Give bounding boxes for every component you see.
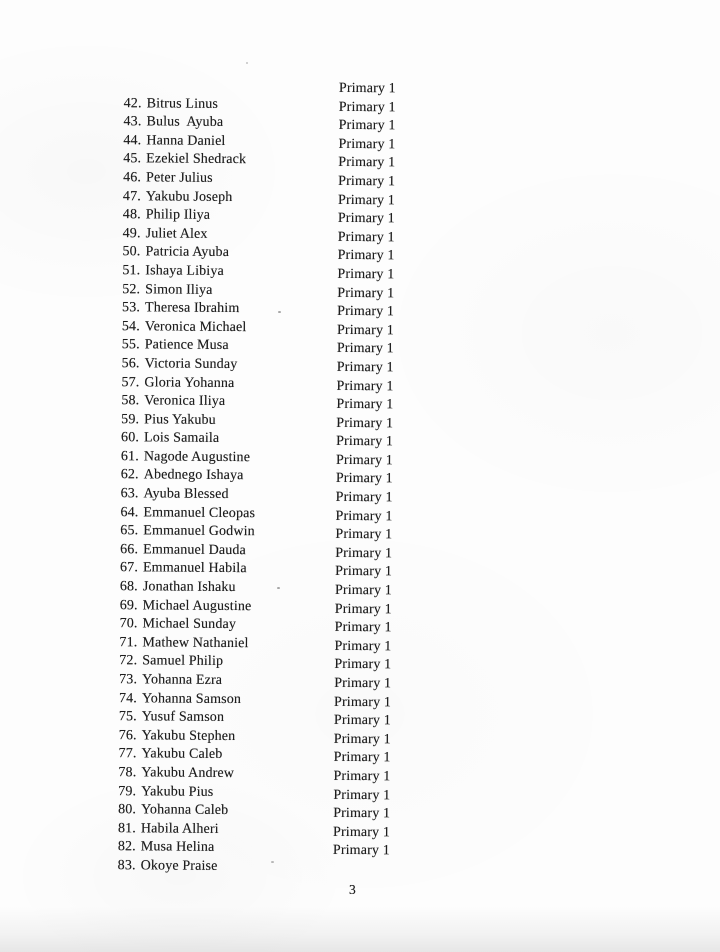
student-number: 83. [117,858,136,874]
student-name: Yusuf Samson [141,709,225,726]
student-number: 65. [120,523,139,539]
student-class: Primary 1 [335,508,393,524]
student-number: 72. [119,653,138,669]
student-class: Primary 1 [332,843,390,859]
student-class: Primary 1 [336,415,394,431]
student-name: Veronica Michael [144,319,247,335]
student-name: Juliet Alex [145,226,208,242]
student-name: Nagode Augustine [143,449,251,466]
student-number: 75. [118,709,137,725]
student-number: 71. [119,634,138,651]
student-number: 60. [121,430,140,446]
student-name: Yohanna Samson [141,690,242,707]
student-number: 61. [120,449,139,465]
student-number: 74. [118,690,138,706]
student-class: Primary 1 [338,173,396,190]
student-number: 51. [122,263,141,279]
student-name: Habila Alheri [140,821,219,837]
student-name: Emmanuel Dauda [143,542,246,558]
student-name: Gloria Yohanna [144,374,235,391]
student-name: Patience Musa [144,337,229,354]
roster-row [96,838,656,874]
student-name: Yakubu Joseph [145,188,233,205]
student-class: Primary 1 [338,155,396,171]
student-class: Primary 1 [334,638,392,655]
student-class: Primary 1 [337,266,395,283]
student-class: Primary 1 [333,787,391,803]
student-name: Michael Augustine [142,597,252,614]
student-name: Bulus Ayuba [146,114,224,131]
student-class: Primary 1 [335,489,393,506]
student-number: 76. [118,727,137,744]
student-name: Theresa Ibrahim [144,300,240,317]
student-number: 52. [122,281,141,297]
student-class: Primary 1 [338,136,396,153]
student-number: 79. [118,783,137,799]
student-class: Primary 1 [337,211,395,227]
student-name: Jonathan Ishaku [142,579,236,596]
student-number: 68. [119,579,138,595]
student-number: 50. [122,244,141,260]
student-number: 44. [123,132,142,149]
student-number: 59. [121,411,140,427]
student-name: Emmanuel Cleopas [143,504,256,521]
student-name: Lois Samaila [143,430,220,447]
student-name: Yakubu Pius [141,783,214,800]
student-number: 64. [120,504,139,520]
student-number: 56. [121,356,140,372]
student-class: Primary 1 [333,750,391,766]
student-class: Primary 1 [336,378,394,394]
student-name: Okoye Praise [140,858,218,874]
student-name: Ishaya Libiya [145,263,224,279]
student-number: 63. [120,486,139,502]
student-number: 58. [121,393,140,409]
student-number: 73. [119,672,138,688]
student-number: 62. [120,467,139,483]
student-class: Primary 1 [336,434,394,450]
student-name: Michael Sunday [142,616,237,633]
student-name: Samuel Philip [142,653,224,670]
student-number: 43. [123,114,142,130]
student-name: Pius Yakubu [144,412,216,428]
student-class: Primary 1 [335,452,394,469]
student-number: 47. [122,188,141,204]
student-class: Primary 1 [337,303,395,320]
student-class: Primary 1 [335,545,393,562]
student-number: 55. [121,337,140,353]
student-class: Primary 1 [338,99,396,115]
student-class: Primary 1 [333,824,391,841]
student-class: Primary 1 [336,322,395,339]
student-class: Primary 1 [337,192,396,208]
student-name: Hanna Daniel [146,133,226,149]
student-number: 69. [119,597,138,613]
student-class: Primary 1 [333,805,391,822]
student-number: 66. [120,542,139,558]
student-class: Primary 1 [334,582,392,599]
student-class: Primary 1 [335,471,393,487]
student-number: 77. [118,746,137,762]
student-name: Ezekiel Shedrack [146,151,247,168]
student-number: 48. [122,207,141,223]
student-name: Victoria Sunday [144,356,238,372]
student-name: Yakubu Caleb [141,746,223,763]
student-roster-list [96,76,662,874]
student-number: 49. [122,225,141,242]
student-class: Primary 1 [333,713,391,729]
student-name: Simon Iliya [145,281,213,298]
student-name: Yohanna Caleb [141,802,229,819]
student-class: Primary 1 [336,341,394,357]
student-class: Primary 1 [334,675,392,692]
scan-speck [271,861,274,863]
student-name: Abednego Ishaya [143,467,244,484]
student-class: Primary 1 [334,694,392,710]
student-name: Mathew Nathaniel [142,635,249,651]
student-class: Primary 1 [334,601,392,617]
student-number: 42. [123,95,142,111]
student-name: Peter Julius [146,170,213,186]
student-number: 46. [123,170,142,186]
student-number: 82. [117,839,136,855]
student-number: 70. [119,616,138,632]
student-class: Primary 1 [335,527,393,543]
student-number: 78. [118,765,137,781]
student-name: Musa Helina [140,839,215,856]
student-number: 53. [122,300,141,316]
student-class: Primary 1 [338,80,396,97]
student-number: 81. [117,820,137,837]
student-number: 67. [119,560,139,576]
student-class: Primary 1 [333,731,391,748]
student-class: Primary 1 [337,285,395,301]
student-name: Patricia Ayuba [145,244,230,261]
student-class: Primary 1 [334,620,392,636]
student-name: Yakubu Stephen [141,728,236,744]
student-class: Primary 1 [336,359,394,376]
student-name: Philip Iliya [145,207,211,224]
page-number: 3 [349,882,356,897]
student-class: Primary 1 [338,118,396,134]
student-name: Yohanna Ezra [142,672,223,688]
student-name: Emmanuel Godwin [143,523,255,540]
student-number: 57. [121,374,140,390]
student-class: Primary 1 [334,657,392,673]
student-class: Primary 1 [337,248,395,264]
scan-speck [246,62,248,64]
student-name: Emmanuel Habila [142,560,247,577]
student-class: Primary 1 [337,229,395,246]
student-name: Yakubu Andrew [141,765,235,782]
student-class: Primary 1 [333,768,391,785]
student-number: 80. [118,802,137,818]
student-name: Ayuba Blessed [143,486,229,503]
student-class: Primary 1 [335,564,393,580]
student-name: Bitrus Linus [146,95,219,112]
student-number: 54. [121,318,140,335]
student-name: Veronica Iliya [144,393,226,410]
student-number: 45. [123,151,142,167]
student-class: Primary 1 [336,396,394,413]
